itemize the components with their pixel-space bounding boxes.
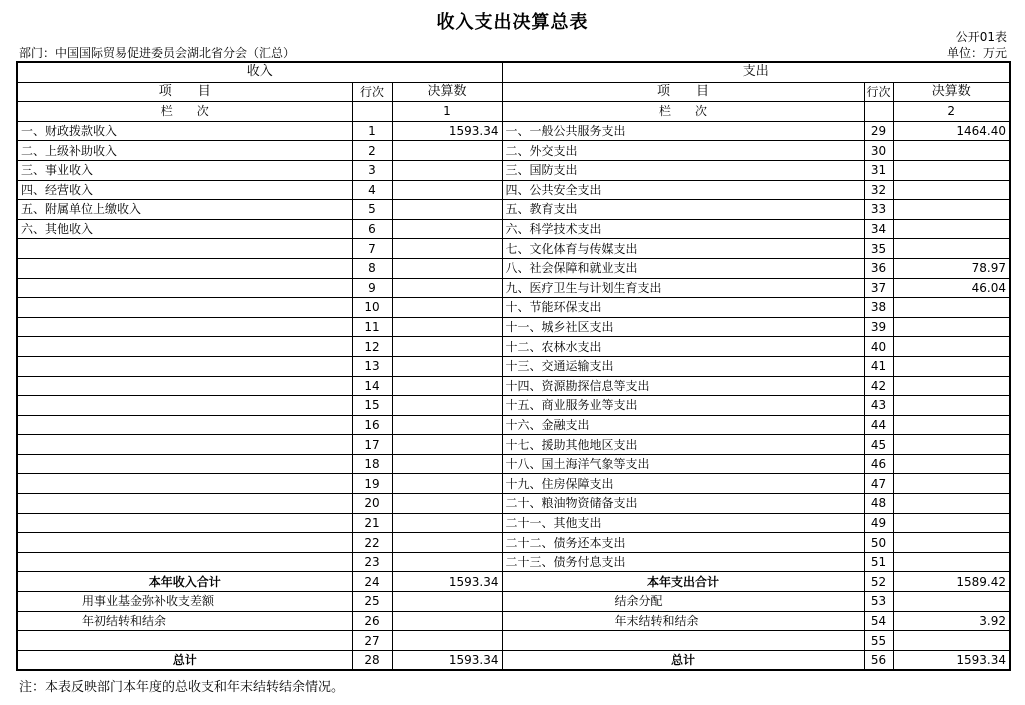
expense-amount-cell bbox=[893, 552, 1010, 572]
expense-item-cell: 一、一般公共服务支出 bbox=[502, 121, 864, 141]
income-amount-cell bbox=[392, 180, 502, 200]
expense-item-cell: 二十三、债务付息支出 bbox=[502, 552, 864, 572]
expense-amount-cell bbox=[893, 474, 1010, 494]
expense-line-no-cell: 30 bbox=[864, 141, 893, 161]
income-amount-cell bbox=[392, 239, 502, 259]
expense-line-no-cell: 45 bbox=[864, 435, 893, 455]
income-line-no-cell: 18 bbox=[352, 454, 392, 474]
income-item-cell: 年初结转和结余 bbox=[17, 611, 352, 631]
expense-amount-cell bbox=[893, 160, 1010, 180]
header-row-section bbox=[17, 62, 1010, 82]
income-item-cell bbox=[17, 356, 352, 376]
income-line-no-cell: 2 bbox=[352, 141, 392, 161]
table-row bbox=[17, 376, 1010, 396]
income-amount-cell: 1593.34 bbox=[392, 121, 502, 141]
expense-line-no-cell: 50 bbox=[864, 533, 893, 553]
expense-item-cell: 二、外交支出 bbox=[502, 141, 864, 161]
income-line-no-cell: 1 bbox=[352, 121, 392, 141]
income-amount-cell bbox=[392, 494, 502, 514]
income-item-header: 项 目 bbox=[17, 82, 352, 102]
income-line-no-cell: 11 bbox=[352, 317, 392, 337]
expense-line-no-cell: 51 bbox=[864, 552, 893, 572]
table-row bbox=[17, 435, 1010, 455]
expense-line-no-cell: 34 bbox=[864, 219, 893, 239]
income-line-no-cell: 4 bbox=[352, 180, 392, 200]
expense-amount-cell bbox=[893, 219, 1010, 239]
income-amount-cell: 1593.34 bbox=[392, 650, 502, 670]
expense-item-cell: 八、社会保障和就业支出 bbox=[502, 258, 864, 278]
expense-amount-cell bbox=[893, 494, 1010, 514]
income-line-no-cell: 23 bbox=[352, 552, 392, 572]
table-row bbox=[17, 219, 1010, 239]
income-amount-cell bbox=[392, 219, 502, 239]
income-amount-cell bbox=[392, 592, 502, 612]
table-row bbox=[17, 239, 1010, 259]
expense-amount-cell: 3.92 bbox=[893, 611, 1010, 631]
expense-amount-cell: 46.04 bbox=[893, 278, 1010, 298]
table-row bbox=[17, 317, 1010, 337]
income-amount-cell bbox=[392, 533, 502, 553]
income-amount-cell bbox=[392, 435, 502, 455]
table-row bbox=[17, 592, 1010, 612]
expense-item-cell: 十九、住房保障支出 bbox=[502, 474, 864, 494]
table-row bbox=[17, 298, 1010, 318]
expense-line-no-cell: 48 bbox=[864, 494, 893, 514]
income-item-cell: 用事业基金弥补收支差额 bbox=[17, 592, 352, 612]
income-line-no-cell: 27 bbox=[352, 631, 392, 651]
income-item-cell bbox=[17, 454, 352, 474]
expense-amount-cell bbox=[893, 513, 1010, 533]
expense-amount-cell bbox=[893, 435, 1010, 455]
income-item-cell bbox=[17, 258, 352, 278]
income-amount-cell bbox=[392, 454, 502, 474]
expense-item-cell: 五、教育支出 bbox=[502, 200, 864, 220]
income-item-cell bbox=[17, 278, 352, 298]
income-item-cell bbox=[17, 533, 352, 553]
expense-item-cell: 六、科学技术支出 bbox=[502, 219, 864, 239]
table-row bbox=[17, 356, 1010, 376]
income-line-no-cell: 12 bbox=[352, 337, 392, 357]
expense-line-no-cell: 52 bbox=[864, 572, 893, 592]
table-row bbox=[17, 180, 1010, 200]
income-item-cell: 五、附属单位上缴收入 bbox=[17, 200, 352, 220]
income-line-no-cell: 14 bbox=[352, 376, 392, 396]
income-amount-cell bbox=[392, 356, 502, 376]
table-row bbox=[17, 611, 1010, 631]
income-item-cell bbox=[17, 239, 352, 259]
expense-amount-cell bbox=[893, 533, 1010, 553]
expense-line-no-cell: 40 bbox=[864, 337, 893, 357]
income-line-no-cell: 26 bbox=[352, 611, 392, 631]
income-item-cell bbox=[17, 317, 352, 337]
table-row bbox=[17, 631, 1010, 651]
income-amount-cell bbox=[392, 513, 502, 533]
income-item-cell bbox=[17, 376, 352, 396]
income-line-no-header: 行次 bbox=[352, 82, 392, 102]
income-line-no-cell: 21 bbox=[352, 513, 392, 533]
income-line-no-cell: 6 bbox=[352, 219, 392, 239]
income-line-no-cell: 19 bbox=[352, 474, 392, 494]
income-line-no-cell: 25 bbox=[352, 592, 392, 612]
table-row bbox=[17, 572, 1010, 592]
expense-item-cell bbox=[502, 631, 864, 651]
expense-column-blank bbox=[864, 102, 893, 122]
income-line-no-cell: 8 bbox=[352, 258, 392, 278]
expense-item-cell: 总计 bbox=[502, 650, 864, 670]
income-item-cell bbox=[17, 298, 352, 318]
expense-amount-cell bbox=[893, 239, 1010, 259]
income-line-no-cell: 17 bbox=[352, 435, 392, 455]
expense-item-cell: 二十一、其他支出 bbox=[502, 513, 864, 533]
income-column-label: 栏 次 bbox=[17, 102, 352, 122]
table-row bbox=[17, 454, 1010, 474]
income-line-no-cell: 22 bbox=[352, 533, 392, 553]
expense-line-no-cell: 36 bbox=[864, 258, 893, 278]
income-amount-cell bbox=[392, 376, 502, 396]
income-item-cell bbox=[17, 631, 352, 651]
expense-item-cell: 结余分配 bbox=[502, 592, 864, 612]
expense-line-no-cell: 31 bbox=[864, 160, 893, 180]
table-row bbox=[17, 278, 1010, 298]
expense-amount-header: 决算数 bbox=[893, 82, 1010, 102]
expense-item-cell: 二十、粮油物资储备支出 bbox=[502, 494, 864, 514]
expense-amount-cell bbox=[893, 415, 1010, 435]
expense-amount-cell bbox=[893, 396, 1010, 416]
expense-item-cell: 二十二、债务还本支出 bbox=[502, 533, 864, 553]
income-amount-cell bbox=[392, 552, 502, 572]
income-item-cell: 四、经营收入 bbox=[17, 180, 352, 200]
income-line-no-cell: 7 bbox=[352, 239, 392, 259]
expense-line-no-cell: 37 bbox=[864, 278, 893, 298]
table-row bbox=[17, 474, 1010, 494]
expense-amount-cell: 1593.34 bbox=[893, 650, 1010, 670]
expense-line-no-cell: 49 bbox=[864, 513, 893, 533]
income-line-no-cell: 24 bbox=[352, 572, 392, 592]
table-row bbox=[17, 200, 1010, 220]
expense-item-cell: 十六、金融支出 bbox=[502, 415, 864, 435]
income-item-cell: 总计 bbox=[17, 650, 352, 670]
table-row bbox=[17, 650, 1010, 670]
income-column-blank bbox=[352, 102, 392, 122]
header-row-columns bbox=[17, 82, 1010, 102]
income-amount-cell bbox=[392, 141, 502, 161]
income-amount-cell bbox=[392, 396, 502, 416]
income-item-cell bbox=[17, 337, 352, 357]
income-amount-header: 决算数 bbox=[392, 82, 502, 102]
income-amount-cell bbox=[392, 337, 502, 357]
income-item-cell: 二、上级补助收入 bbox=[17, 141, 352, 161]
income-amount-cell bbox=[392, 415, 502, 435]
income-amount-cell bbox=[392, 200, 502, 220]
income-line-no-cell: 5 bbox=[352, 200, 392, 220]
expense-item-cell: 十四、资源勘探信息等支出 bbox=[502, 376, 864, 396]
expense-item-cell: 十八、国土海洋气象等支出 bbox=[502, 454, 864, 474]
expense-column-label: 栏 次 bbox=[502, 102, 864, 122]
department-label: 部门：中国国际贸易促进委员会湖北省分会（汇总） bbox=[19, 46, 296, 60]
income-item-cell: 六、其他收入 bbox=[17, 219, 352, 239]
expense-line-no-cell: 41 bbox=[864, 356, 893, 376]
income-line-no-cell: 28 bbox=[352, 650, 392, 670]
income-expense-table bbox=[16, 61, 1011, 671]
expense-line-no-cell: 38 bbox=[864, 298, 893, 318]
unit-label: 单位：万元 bbox=[946, 46, 1007, 60]
income-line-no-cell: 10 bbox=[352, 298, 392, 318]
income-amount-cell bbox=[392, 298, 502, 318]
income-line-no-cell: 3 bbox=[352, 160, 392, 180]
expense-column-number: 2 bbox=[893, 102, 1010, 122]
income-column-number: 1 bbox=[392, 102, 502, 122]
income-item-cell bbox=[17, 513, 352, 533]
income-amount-cell bbox=[392, 160, 502, 180]
income-item-cell bbox=[17, 435, 352, 455]
expense-line-no-cell: 53 bbox=[864, 592, 893, 612]
expense-amount-cell bbox=[893, 180, 1010, 200]
expense-line-no-cell: 54 bbox=[864, 611, 893, 631]
income-amount-cell bbox=[392, 474, 502, 494]
income-item-cell: 三、事业收入 bbox=[17, 160, 352, 180]
expense-amount-cell: 1589.42 bbox=[893, 572, 1010, 592]
expense-line-no-cell: 46 bbox=[864, 454, 893, 474]
expense-amount-cell bbox=[893, 298, 1010, 318]
expense-amount-cell bbox=[893, 631, 1010, 651]
expense-line-no-cell: 42 bbox=[864, 376, 893, 396]
expense-item-cell: 十一、城乡社区支出 bbox=[502, 317, 864, 337]
expense-line-no-cell: 43 bbox=[864, 396, 893, 416]
expense-amount-cell bbox=[893, 200, 1010, 220]
income-amount-cell bbox=[392, 258, 502, 278]
table-row bbox=[17, 141, 1010, 161]
table-row bbox=[17, 415, 1010, 435]
expense-item-cell: 十三、交通运输支出 bbox=[502, 356, 864, 376]
expense-item-header: 项 目 bbox=[502, 82, 864, 102]
income-item-cell bbox=[17, 494, 352, 514]
table-row bbox=[17, 552, 1010, 572]
expense-item-cell: 年末结转和结余 bbox=[502, 611, 864, 631]
table-row bbox=[17, 258, 1010, 278]
income-item-cell: 一、财政拨款收入 bbox=[17, 121, 352, 141]
expense-amount-cell bbox=[893, 337, 1010, 357]
expense-amount-cell: 78.97 bbox=[893, 258, 1010, 278]
expense-line-no-cell: 44 bbox=[864, 415, 893, 435]
expense-amount-cell bbox=[893, 592, 1010, 612]
expense-amount-cell bbox=[893, 454, 1010, 474]
header-row-index bbox=[17, 102, 1010, 122]
expense-amount-cell bbox=[893, 356, 1010, 376]
table-row bbox=[17, 121, 1010, 141]
expense-amount-cell bbox=[893, 317, 1010, 337]
expense-line-no-cell: 39 bbox=[864, 317, 893, 337]
form-code: 公开01表 bbox=[955, 30, 1007, 44]
income-line-no-cell: 20 bbox=[352, 494, 392, 514]
expense-line-no-cell: 32 bbox=[864, 180, 893, 200]
expense-amount-cell bbox=[893, 376, 1010, 396]
income-amount-cell bbox=[392, 278, 502, 298]
expense-item-cell: 七、文化体育与传媒支出 bbox=[502, 239, 864, 259]
income-item-cell bbox=[17, 396, 352, 416]
income-item-cell bbox=[17, 552, 352, 572]
expense-line-no-cell: 33 bbox=[864, 200, 893, 220]
table-row bbox=[17, 337, 1010, 357]
table-row bbox=[17, 513, 1010, 533]
income-line-no-cell: 13 bbox=[352, 356, 392, 376]
expense-line-no-cell: 35 bbox=[864, 239, 893, 259]
income-item-cell bbox=[17, 415, 352, 435]
income-item-cell bbox=[17, 474, 352, 494]
income-amount-cell bbox=[392, 611, 502, 631]
table-row bbox=[17, 396, 1010, 416]
expense-item-cell: 十五、商业服务业等支出 bbox=[502, 396, 864, 416]
expense-header: 支出 bbox=[502, 62, 1010, 82]
income-line-no-cell: 16 bbox=[352, 415, 392, 435]
expense-item-cell: 十、节能环保支出 bbox=[502, 298, 864, 318]
expense-item-cell: 四、公共安全支出 bbox=[502, 180, 864, 200]
table-row bbox=[17, 160, 1010, 180]
income-amount-cell bbox=[392, 631, 502, 651]
income-line-no-cell: 15 bbox=[352, 396, 392, 416]
expense-item-cell: 三、国防支出 bbox=[502, 160, 864, 180]
report-title: 收入支出决算总表 bbox=[436, 12, 589, 33]
expense-line-no-cell: 47 bbox=[864, 474, 893, 494]
expense-amount-cell bbox=[893, 141, 1010, 161]
expense-item-cell: 十七、援助其他地区支出 bbox=[502, 435, 864, 455]
income-item-cell: 本年收入合计 bbox=[17, 572, 352, 592]
expense-amount-cell: 1464.40 bbox=[893, 121, 1010, 141]
table-row bbox=[17, 494, 1010, 514]
expense-item-cell: 本年支出合计 bbox=[502, 572, 864, 592]
income-line-no-cell: 9 bbox=[352, 278, 392, 298]
income-amount-cell: 1593.34 bbox=[392, 572, 502, 592]
expense-item-cell: 十二、农林水支出 bbox=[502, 337, 864, 357]
income-header: 收入 bbox=[17, 62, 502, 82]
footnote: 注：本表反映部门本年度的总收支和年末结转结余情况。 bbox=[19, 680, 345, 695]
expense-line-no-cell: 55 bbox=[864, 631, 893, 651]
expense-line-no-cell: 29 bbox=[864, 121, 893, 141]
expense-line-no-cell: 56 bbox=[864, 650, 893, 670]
income-amount-cell bbox=[392, 317, 502, 337]
expense-item-cell: 九、医疗卫生与计划生育支出 bbox=[502, 278, 864, 298]
expense-line-no-header: 行次 bbox=[864, 82, 893, 102]
table-row bbox=[17, 533, 1010, 553]
